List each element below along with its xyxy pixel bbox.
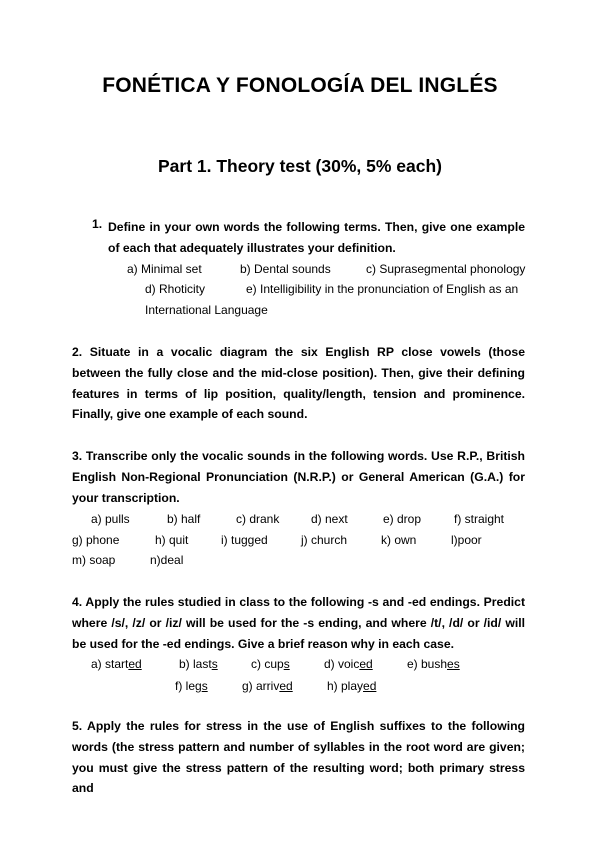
- q1-option-e: e) Intelligibility in the pronunciation of English as an: [246, 282, 519, 296]
- q3-word-h: h) quit: [155, 533, 189, 547]
- q1-option-e-continued: International Language: [145, 303, 268, 317]
- q1-option-b: b) Dental sounds: [240, 262, 331, 276]
- q4-word-f: f) legs: [175, 679, 208, 693]
- part-title: Part 1. Theory test (30%, 5% each): [158, 156, 442, 176]
- q1-option-c: c) Suprasegmental phonology: [366, 262, 526, 276]
- q3-text: 3. Transcribe only the vocalic sounds in the following words. Use R.P., British English Non-Regional Pronunciation (N.R.P.) or General American (G.A.) for your transcription.: [72, 449, 525, 505]
- q4-word-c: c) cups: [251, 657, 290, 671]
- q3-word-l: l)poor: [451, 533, 482, 547]
- q5-text: 5. Apply the rules for stress in the use of English suffixes to the following words (the stress pattern and number of syllables in the root word are given; you must give the stress pattern of the resulting word; both primary stress and: [72, 719, 525, 796]
- q3-word-b: b) half: [167, 512, 201, 526]
- q4-word-g: g) arrived: [242, 679, 293, 693]
- q4-word-d: d) voiced: [324, 657, 373, 671]
- q3-word-g: g) phone: [72, 533, 120, 547]
- q4-word-b: b) lasts: [179, 657, 218, 671]
- q1-option-d: d) Rhoticity: [145, 282, 206, 296]
- q3-word-c: c) drank: [236, 512, 280, 526]
- q1-option-a: a) Minimal set: [127, 262, 202, 276]
- q1-number: 1.: [92, 217, 103, 231]
- q3-word-m: m) soap: [72, 553, 116, 567]
- q4-text: 4. Apply the rules studied in class to the following -s and -ed endings. Predict where /s/, /z/ or /iz/ will be used for the -s ending, and where /t/, /d/ or /id/ will be used for the -ed endings. Give a brief reason why in each case.: [72, 595, 525, 651]
- q1-text: Define in your own words the following terms. Then, give one example of each that adequately illustrates your definition.: [108, 220, 525, 255]
- q4-word-a: a) started: [91, 657, 142, 671]
- q2-text: 2. Situate in a vocalic diagram the six English RP close vowels (those between the fully close and the mid-close position). Then, give their defining features in terms of lip position, quality/length, tension and prominence. Finally, give one example of each sound.: [72, 345, 525, 422]
- q3-word-d: d) next: [311, 512, 348, 526]
- q3-word-e: e) drop: [383, 512, 422, 526]
- q3-word-n: n)deal: [150, 553, 184, 567]
- q3-word-i: i) tugged: [221, 533, 268, 547]
- page-title: FONÉTICA Y FONOLOGÍA DEL INGLÉS: [102, 74, 498, 97]
- q3-word-a: a) pulls: [91, 512, 130, 526]
- q4-word-h: h) played: [327, 679, 377, 693]
- q3-word-j: j) church: [301, 533, 348, 547]
- q3-word-k: k) own: [381, 533, 417, 547]
- q3-word-f: f) straight: [454, 512, 505, 526]
- q4-word-e: e) bushes: [407, 657, 460, 671]
